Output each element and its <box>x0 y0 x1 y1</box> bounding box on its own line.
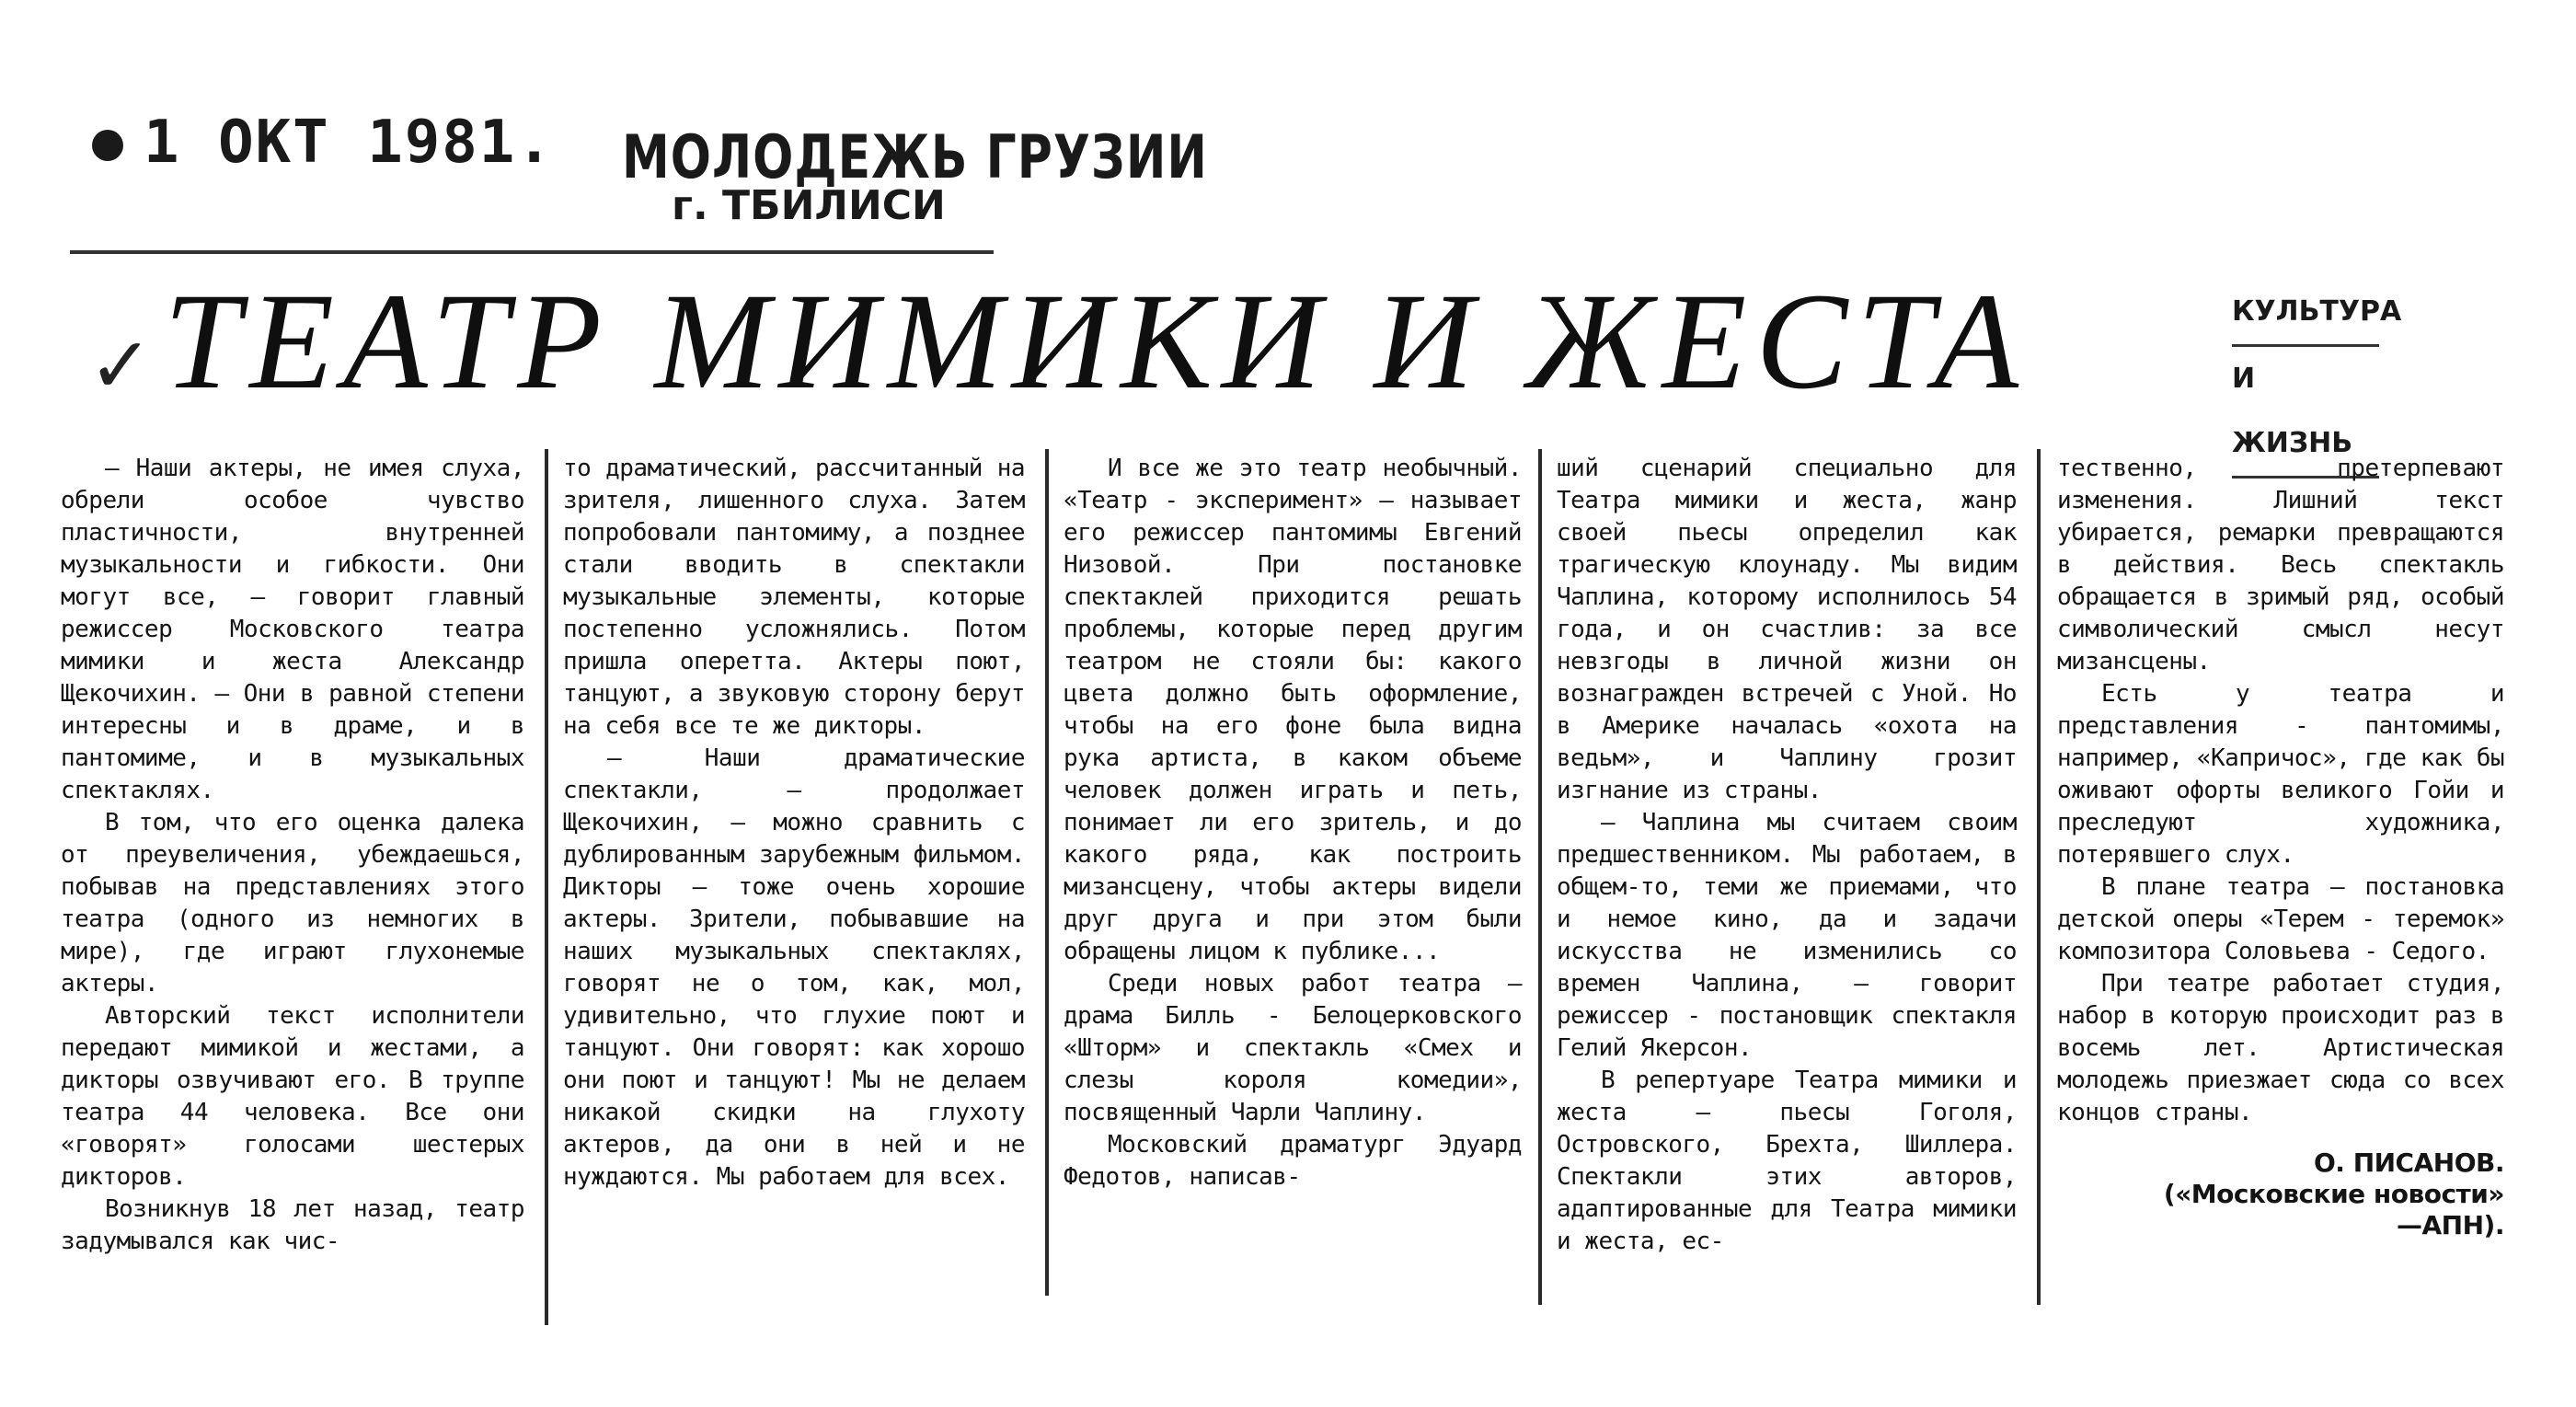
paragraph: И все же это театр необычный. «Театр - эксперимент» — называет его режиссер пантомимы Евгений Низовой. При постановке спектаклей приходится решать проблемы, которые перед другим театром не стояли бы: какого цвета должно быть оформление, чтобы на его фоне была видна рука артиста, в каком объеме человек должен играть и петь, понимает ли его зритель, и до какого ряда, как построить мизансцену, чтобы актеры видели друг друга и при этом были обращены лицом к публике... <box>1064 455 1522 965</box>
paragraph: Авторский текст исполнители передают мимикой и жестами, а дикторы озвучивают его. В труппе театра 44 человека. Все они «говорят» голосами шестерых дикторов. <box>61 1002 524 1191</box>
author-name: О. ПИСАНОВ. <box>2314 1148 2504 1178</box>
article-column-2 <box>563 453 1025 1194</box>
paragraph: В том, что его оценка далека от преувеличения, убеждаешься, побывав на представлениях этого театра (одного из немногих в мире), где играют глухонемые актеры. <box>61 809 524 998</box>
article-headline: ТЕАТР МИМИКИ И ЖЕСТА <box>164 265 2029 418</box>
bullet-icon <box>92 130 123 161</box>
masthead-divider <box>70 250 994 254</box>
paragraph: то драматический, рассчитанный на зрителя, лишенного слуха. Затем попробовали пантомиму, а позднее стали вводить в спектакли музыкальные элементы, которые постепенно усложнялись. Потом пришла оперетта. Актеры поют, танцуют, а звуковую сторону берут на себя все те же дикторы. <box>563 455 1025 740</box>
paragraph: тественно, претерпевают изменения. Лишний текст убирается, ремарки превращаются в действия. Весь спектакль обращается в зримый ряд, особый символический смысл несут мизансцены. <box>2057 455 2504 675</box>
rubric-line-1: КУЛЬТУРА <box>2232 280 2379 347</box>
check-mark-icon: ✓ <box>88 320 154 410</box>
source-line: —АПН). <box>2397 1210 2504 1240</box>
article-column-5 <box>2057 453 2504 1241</box>
date-text: 1 ОКТ 1981. <box>144 109 554 177</box>
paragraph: При театре работает студия, набор в которую происходит раз в восемь лет. Артистическая молодежь приезжает сюда со всех концов страны. <box>2057 970 2504 1126</box>
column-divider <box>1538 449 1542 1305</box>
paragraph: — Наши драматические спектакли, — продолжает Щекочихин, — можно сравнить с дублированным зарубежным фильмом. Дикторы — тоже очень хорошие актеры. Зрители, побывавшие на наших музыкальных спектаклях, говорят не о том, как, мол, удивительно, что глухие поют и танцуют. Они говорят: как хорошо они поют и танцуют! Мы не делаем никакой скидки на глухоту актеров, да они в ней и не нуждаются. Мы работаем для всех. <box>563 744 1025 1191</box>
newspaper-city: г. ТБИЛИСИ <box>672 182 946 229</box>
newspaper-name: МОЛОДЕЖЬ ГРУЗИИ <box>622 123 1208 192</box>
paragraph: В плане театра — постановка детской оперы «Терем - теремок» композитора Соловьева - Седого. <box>2057 873 2504 965</box>
paragraph: В репертуаре Театра мимики и жеста — пьесы Гоголя, Островского, Брехта, Шиллера. Спектакли этих авторов, адаптированные для Театра мимики и жеста, ес- <box>1557 1067 2017 1255</box>
article-column-4 <box>1557 453 2017 1258</box>
paragraph: Московский драматург Эдуард Федотов, написав- <box>1064 1131 1522 1191</box>
paragraph: — Чаплина мы считаем своим предшественником. Мы работаем, в общем-то, теми же приемами, что и немое кино, да и задачи искусства не изменились со времен Чаплина, — говорит режиссер - постановщик спектакля Гелий Якерсон. <box>1557 809 2017 1062</box>
column-divider <box>545 449 548 1325</box>
clipping-date <box>92 109 554 177</box>
paragraph: ший сценарий специально для Театра мимики и жеста, жанр своей пьесы определил как трагическую клоунаду. Мы видим Чаплина, которому исполнилось 54 года, и он счастлив: за все невзгоды в личной жизни он вознагражден встречей с Уной. Но в Америке началась «охота на ведьм», и Чаплину грозит изгнание из страны. <box>1557 455 2017 804</box>
article-column-3 <box>1064 453 1522 1194</box>
paragraph: Возникнув 18 лет назад, театр задумывался как чис- <box>61 1195 524 1255</box>
source-line: («Московские новости» <box>2163 1179 2504 1209</box>
section-rubric <box>2232 280 2402 479</box>
article-signature <box>2057 1148 2504 1241</box>
rubric-line-2: И ЖИЗНЬ <box>2232 347 2379 479</box>
column-divider <box>1045 449 1049 1296</box>
column-divider <box>2037 449 2041 1305</box>
article-column-1 <box>61 453 524 1258</box>
paragraph: — Наши актеры, не имея слуха, обрели особое чувство пластичности, внутренней музыкальности и гибкости. Они могут все, — говорит главный режиссер Московского театра мимики и жеста Александр Щекочихин. — Они в равной степени интересны и в драме, и в пантомиме, и в музыкальных спектаклях. <box>61 455 524 804</box>
paragraph: Среди новых работ театра — драма Билль - Белоцерковского «Шторм» и спектакль «Смех и слезы короля комедии», посвященный Чарли Чаплину. <box>1064 970 1522 1126</box>
paragraph: Есть у театра и представления - пантомимы, например, «Капричос», где как бы оживают офорты великого Гойи и преследуют художника, потерявшего слух. <box>2057 680 2504 869</box>
